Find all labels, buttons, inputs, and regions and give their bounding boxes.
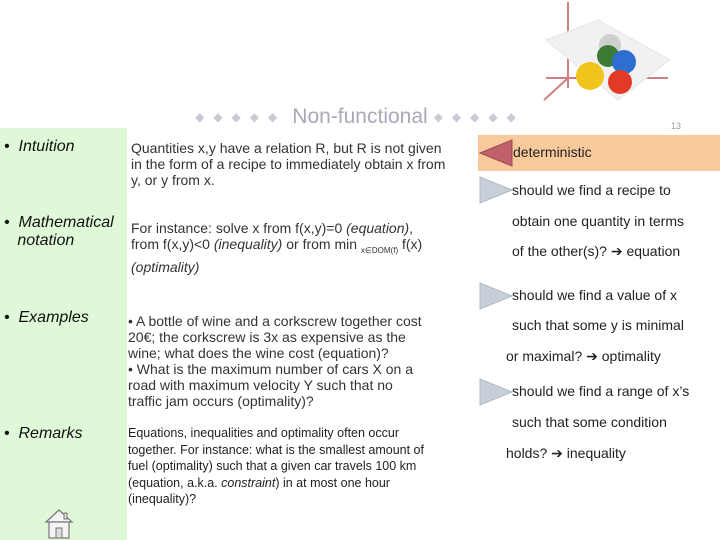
triangle-right-icon[interactable] [478,377,514,407]
label-remarks: Remarks [18,425,83,442]
left-sidebar-band [0,128,127,540]
q2-line2: such that some y is minimal [512,317,684,333]
q2-line3: or maximal? ➔ optimality [506,348,661,364]
examples-line: 20€; the corkscrew is 3x as expensive as the [128,329,406,345]
q3-line1: should we find a range of x’s [512,383,690,399]
remarks-text [128,425,468,508]
notation-subscript: x∈DOM(f) [360,245,399,255]
q1-line1: should we find a recipe to [512,182,671,198]
examples-line: traffic jam occurs (optimality)? [128,393,314,409]
slide-number: 13 [671,121,682,131]
notation-fx: f(x) [398,236,423,252]
label-mathematical: Mathematical [18,214,114,231]
examples-line: road with maximum velocity Y such that no [128,377,393,393]
deterministic-label: deterministic [513,144,592,160]
notation-text [131,220,491,275]
examples-text [128,313,473,409]
remarks-line4-c: ) in at most one hour [275,475,390,490]
bullet-mathematical-notation: • Mathematical notation [4,214,114,249]
triangle-right-icon[interactable] [478,281,514,311]
slide-title-bar [170,104,550,130]
notation-optimality: (optimality) [131,258,200,275]
q1-line3: of the other(s)? ➔ equation [512,243,681,259]
remarks-line: Equations, inequalities and optimality often occur [128,426,399,440]
notation-equation: (equation) [346,220,410,236]
notation-line2-end: or from min [282,236,361,252]
title-diamonds-right: ◆◆◆◆◆ [433,110,525,124]
remarks-constraint: constraint [221,475,276,490]
label-examples: Examples [18,309,89,326]
remarks-line: (inequality)? [128,492,197,506]
q1-line2: obtain one quantity in terms [512,213,684,229]
home-icon[interactable] [44,506,74,540]
remarks-line: together. For instance: what is the smallest amount of [128,442,424,457]
remarks-line: fuel (optimality) such that a given car travels 100 km [128,459,417,473]
colored-balls-logo [538,0,678,108]
notation-line1: For instance: solve x from f(x,y)=0 [131,220,347,236]
triangle-left-icon[interactable] [478,138,514,168]
label-notation: notation [17,232,75,249]
intuition-text: Quantities x,y have a relation R, but R is not given in the form of a recipe to immediately obtain x from y, or y from x. [131,140,446,188]
remarks-line [128,475,468,492]
title-diamonds-left: ◆◆◆◆◆ [195,110,287,124]
triangle-right-icon[interactable] [478,175,514,205]
notation-line2: from f(x,y)<0 [131,236,214,252]
examples-line: • What is the maximum number of cars X on a [128,361,414,377]
q3-line2: such that some condition [512,414,667,430]
remarks-line4-a: (equation, a.k.a. [128,475,222,490]
notation-inequality: (inequality) [213,236,283,252]
q3-line3: holds? ➔ inequality [506,445,626,461]
examples-line: wine; what does the wine cost (equation)? [128,345,389,361]
bullet-remarks: • Remarks [4,425,83,442]
notation-line1-end: , [409,220,414,236]
q2-line1: should we find a value of x [512,287,677,303]
slide-title: Non-functional [292,105,428,128]
examples-line: • A bottle of wine and a corkscrew together cost [128,313,422,329]
label-intuition: Intuition [18,138,75,155]
bullet-intuition: • Intuition [4,138,75,155]
bullet-examples: • Examples [4,309,89,326]
